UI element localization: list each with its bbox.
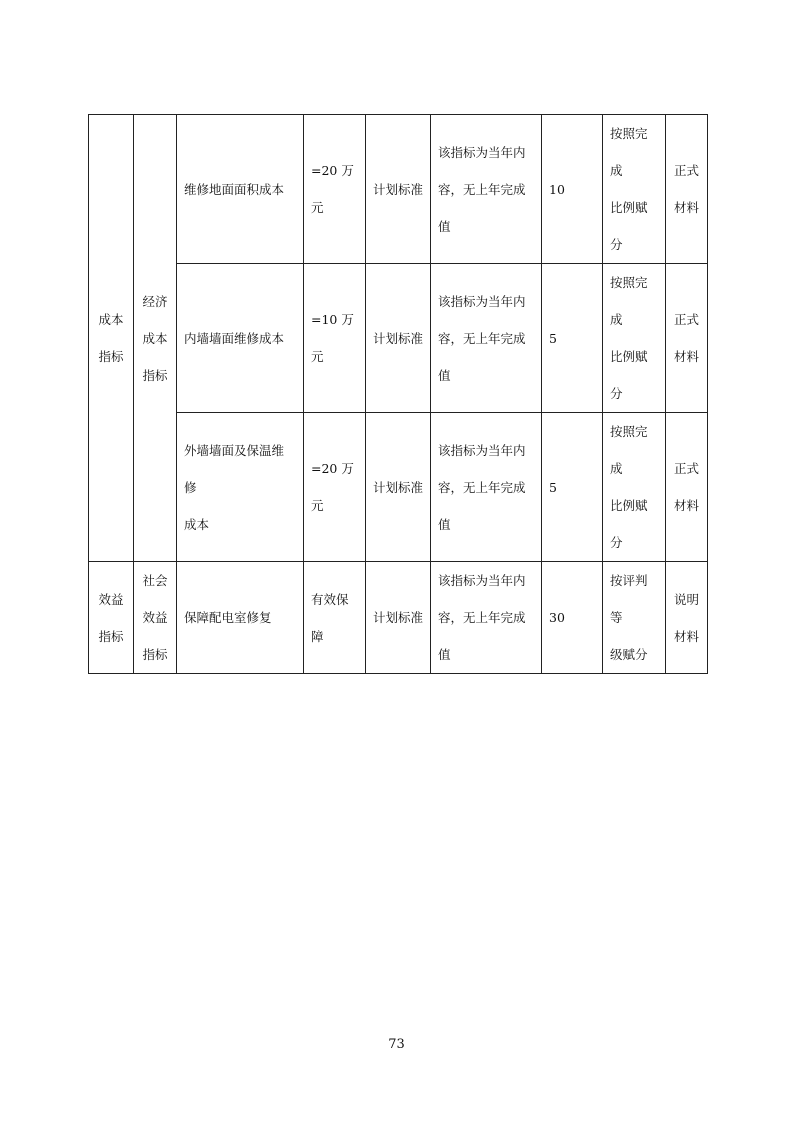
target-basis: 计划标准 xyxy=(366,115,431,264)
target-value: =20 万元 xyxy=(304,115,366,264)
indicator-note: 该指标为当年内 容，无上年完成值 xyxy=(431,413,542,562)
indicator-name: 内墙墙面维修成本 xyxy=(177,264,304,413)
indicator-name: 维修地面面积成本 xyxy=(177,115,304,264)
weight-score: 5 xyxy=(542,264,603,413)
evidence-material: 正式 材料 xyxy=(666,413,708,562)
first-level-indicator: 效益 指标 xyxy=(89,562,134,674)
evidence-material: 正式 材料 xyxy=(666,264,708,413)
indicator-name: 保障配电室修复 xyxy=(177,562,304,674)
target-value: =10 万元 xyxy=(304,264,366,413)
evidence-material: 说明 材料 xyxy=(666,562,708,674)
target-basis: 计划标准 xyxy=(366,264,431,413)
scoring-method: 按照完成 比例赋分 xyxy=(603,115,666,264)
target-value: =20 万元 xyxy=(304,413,366,562)
performance-indicator-table xyxy=(88,114,708,674)
indicator-note: 该指标为当年内 容，无上年完成值 xyxy=(431,562,542,674)
scoring-method: 按照完成 比例赋分 xyxy=(603,413,666,562)
evidence-material: 正式 材料 xyxy=(666,115,708,264)
second-level-indicator: 经济 成本 指标 xyxy=(134,115,177,562)
page-number: 73 xyxy=(388,1037,405,1052)
second-level-indicator: 社会 效益 指标 xyxy=(134,562,177,674)
scoring-method: 按评判等 级赋分 xyxy=(603,562,666,674)
indicator-name: 外墙墙面及保温维修 成本 xyxy=(177,413,304,562)
weight-score: 10 xyxy=(542,115,603,264)
indicator-note: 该指标为当年内 容，无上年完成值 xyxy=(431,115,542,264)
table-row xyxy=(89,413,708,562)
weight-score: 30 xyxy=(542,562,603,674)
target-basis: 计划标准 xyxy=(366,413,431,562)
table-row xyxy=(89,115,708,264)
weight-score: 5 xyxy=(542,413,603,562)
first-level-indicator: 成本 指标 xyxy=(89,115,134,562)
table-row xyxy=(89,562,708,674)
table-row xyxy=(89,264,708,413)
target-basis: 计划标准 xyxy=(366,562,431,674)
target-value: 有效保 障 xyxy=(304,562,366,674)
scoring-method: 按照完成 比例赋分 xyxy=(603,264,666,413)
indicator-note: 该指标为当年内 容，无上年完成值 xyxy=(431,264,542,413)
